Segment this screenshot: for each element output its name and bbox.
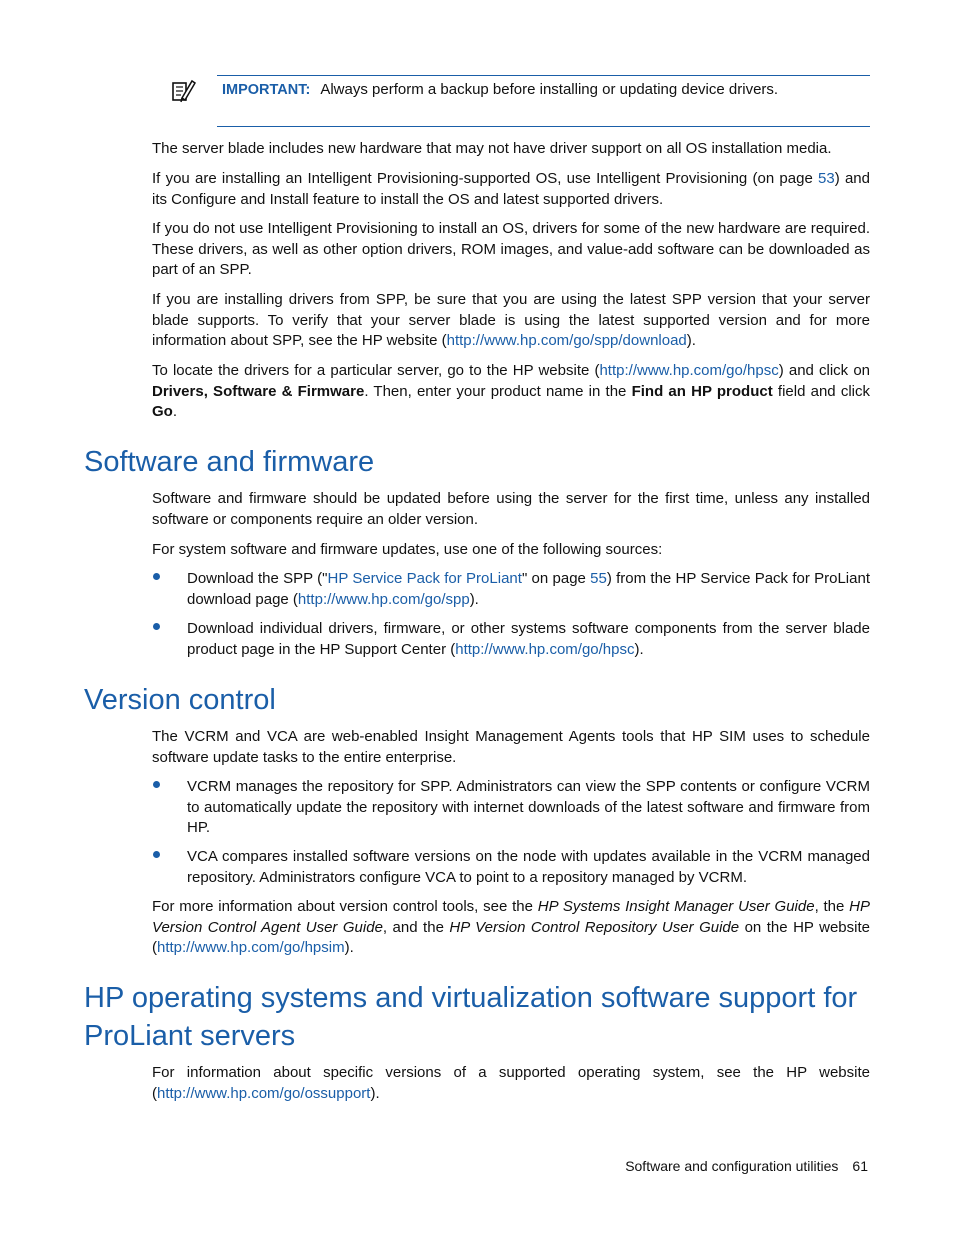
text-span: ) and its Configure and Install feature to install the OS and latest supported drivers. bbox=[152, 170, 870, 208]
heading-line-1: HP operating systems and virtualization software support for bbox=[84, 982, 858, 1014]
bullet-dot bbox=[153, 851, 160, 858]
heading-os-support bbox=[84, 979, 884, 1055]
text-span: ). bbox=[370, 1084, 380, 1102]
italic-vca-guide: HP Version Control Agent User Guide bbox=[152, 898, 870, 936]
spp-link[interactable]: http://www.hp.com/go/spp bbox=[297, 590, 470, 608]
software-bullet-2 bbox=[187, 619, 870, 660]
hpsim-link[interactable]: http://www.hp.com/go/hpsim bbox=[157, 939, 345, 957]
version-bullet-1: VCRM manages the repository for SPP. Administrators can view the SPP contents or configure VCRM to automatically update the repository with internet downloads of the latest software and firmware from HP. bbox=[187, 778, 870, 837]
bullet-dot bbox=[153, 623, 160, 630]
version-paragraph-2 bbox=[152, 897, 870, 959]
text-span: , the bbox=[814, 898, 850, 915]
intro-paragraph-2 bbox=[152, 169, 870, 210]
software-paragraph-2: For system software and firmware updates, use one of the following sources: bbox=[152, 541, 663, 558]
note-body: Always perform a backup before installing or updating device drivers. bbox=[320, 81, 779, 98]
text-span: ) and click on bbox=[778, 362, 870, 379]
software-paragraph-1: Software and firmware should be updated before using the server for the first time, unless any installed software or components require an older version. bbox=[152, 490, 870, 528]
text-span: ). bbox=[634, 640, 644, 658]
text-span: ). bbox=[344, 939, 354, 957]
bold-find-product: Find an HP product bbox=[631, 382, 773, 400]
text-span: To locate the drivers for a particular server, go to the HP website ( bbox=[152, 362, 600, 379]
heading-line-2: ProLiant servers bbox=[84, 1020, 296, 1052]
text-span: . Then, enter your product name in the bbox=[364, 382, 632, 400]
page-footer bbox=[560, 1158, 868, 1174]
version-bullet-2: VCA compares installed software versions on the node with updates available in the VCRM managed repository. Administrators configure VCA to point to a repository managed by VCRM. bbox=[187, 848, 870, 886]
text-span: " on page bbox=[521, 570, 591, 587]
intro-paragraph-5 bbox=[152, 361, 870, 423]
heading-version-control: Version control bbox=[84, 684, 276, 716]
bullet-dot bbox=[153, 573, 160, 580]
bold-go: Go bbox=[152, 403, 173, 421]
footer-section-title: Software and configuration utilities bbox=[625, 1158, 839, 1174]
text-span: If you are installing an Intelligent Provisioning-supported OS, use Intelligent Provisioning (on page bbox=[152, 170, 819, 187]
spp-download-link[interactable]: http://www.hp.com/go/spp/download bbox=[446, 332, 687, 350]
software-bullet-1 bbox=[187, 569, 870, 610]
text-span: on the HP website ( bbox=[152, 918, 870, 957]
text-span: ). bbox=[686, 332, 696, 350]
page-link-55[interactable]: 55 bbox=[590, 570, 607, 587]
hpsc-link-2[interactable]: http://www.hp.com/go/hpsc bbox=[455, 640, 635, 658]
text-span: If you are installing drivers from SPP, be sure that you are using the latest SPP version that your server blade supports. To verify that your server blade is using the latest supported version and for more information about SPP, see the HP website ( bbox=[152, 291, 870, 350]
hpsc-link[interactable]: http://www.hp.com/go/hpsc bbox=[599, 362, 779, 379]
note-label: IMPORTANT: bbox=[222, 82, 311, 98]
page-number: 61 bbox=[852, 1158, 868, 1174]
text-span: ) from the HP Service Pack for ProLiant download page ( bbox=[187, 570, 870, 608]
version-paragraph-1: The VCRM and VCA are web-enabled Insight Management Agents tools that HP SIM uses to schedule software update tasks to the entire enterprise. bbox=[152, 728, 870, 766]
text-span: field and click bbox=[772, 382, 871, 400]
ossupport-link[interactable]: http://www.hp.com/go/ossupport bbox=[157, 1084, 371, 1102]
spp-section-link[interactable]: HP Service Pack for ProLiant bbox=[327, 570, 522, 587]
text-span: Download individual drivers, firmware, or other systems software components from the server blade product page in the HP Support Center ( bbox=[187, 620, 870, 658]
text-span: For information about specific versions of a supported operating system, see the HP website ( bbox=[152, 1064, 870, 1102]
italic-vcr-guide: HP Version Control Repository User Guide bbox=[449, 918, 740, 936]
note-top-rule bbox=[217, 75, 870, 76]
text-span: , and the bbox=[382, 918, 450, 936]
bullet-dot bbox=[153, 781, 160, 788]
text-span: . bbox=[172, 403, 178, 421]
bold-drivers-software-firmware: Drivers, Software & Firmware bbox=[152, 382, 365, 400]
intro-paragraph-4 bbox=[152, 290, 870, 352]
note-bottom-rule bbox=[217, 126, 870, 127]
os-paragraph-1 bbox=[152, 1063, 870, 1104]
text-span: For more information about version control tools, see the bbox=[152, 898, 538, 915]
heading-software-and-firmware: Software and firmware bbox=[84, 446, 375, 478]
note-text bbox=[222, 79, 778, 101]
intro-paragraph-1: The server blade includes new hardware that may not have driver support on all OS installation media. bbox=[152, 140, 832, 157]
page-link-53[interactable]: 53 bbox=[818, 170, 835, 187]
text-span: Download the SPP (" bbox=[187, 570, 328, 587]
intro-paragraph-3: If you do not use Intelligent Provisioning to install an OS, drivers for some of the new hardware are required. These drivers, as well as other option drivers, ROM images, and value-add software can be downloaded as part of an SPP. bbox=[152, 220, 870, 279]
important-note-icon bbox=[170, 78, 196, 104]
text-span: ). bbox=[469, 590, 479, 608]
italic-sim-guide: HP Systems Insight Manager User Guide bbox=[537, 898, 815, 915]
